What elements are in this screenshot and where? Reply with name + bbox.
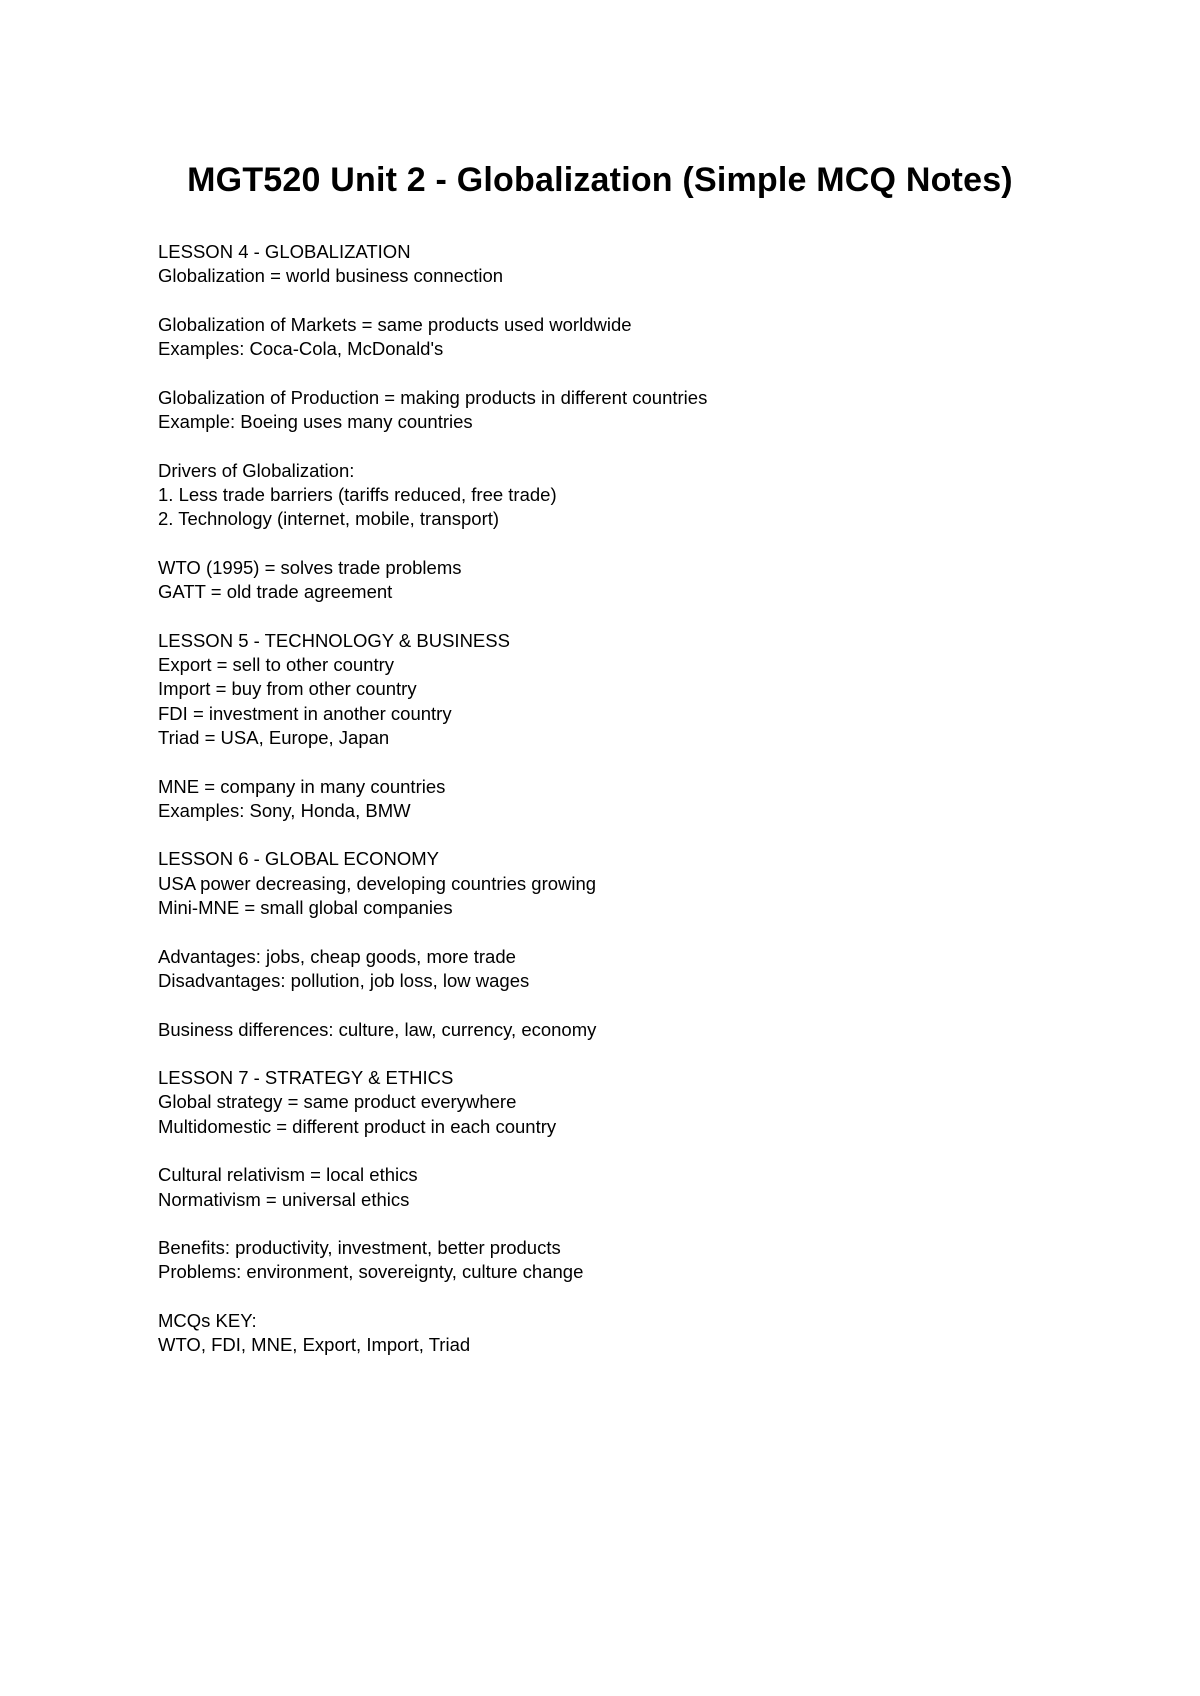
text-line: Normativism = universal ethics	[158, 1188, 410, 1210]
mcq-key-heading: MCQs KEY:	[158, 1310, 257, 1332]
advantages-block	[158, 945, 1058, 994]
text-line: Business differences: culture, law, currency, economy	[158, 1018, 597, 1040]
lesson-5-block	[158, 629, 1058, 750]
text-line: Benefits: productivity, investment, better products	[158, 1237, 561, 1259]
lesson-7-block	[158, 1066, 1058, 1139]
text-line: Globalization of Markets = same products used worldwide	[158, 313, 632, 335]
lesson-7-heading: LESSON 7 - STRATEGY & ETHICS	[158, 1067, 454, 1089]
text-line: Multidomestic = different product in each country	[158, 1115, 557, 1137]
text-line: WTO, FDI, MNE, Export, Import, Triad	[158, 1334, 471, 1356]
text-line: Disadvantages: pollution, job loss, low wages	[158, 969, 530, 991]
mne-block	[158, 775, 1058, 824]
globalization-production-block	[158, 386, 1058, 435]
text-line: Global strategy = same product everywhere	[158, 1091, 517, 1113]
mcq-key-block	[158, 1309, 1058, 1358]
lesson-5-heading: LESSON 5 - TECHNOLOGY & BUSINESS	[158, 629, 510, 651]
benefits-problems-block	[158, 1236, 1058, 1285]
lesson-6-heading: LESSON 6 - GLOBAL ECONOMY	[158, 848, 440, 870]
text-line: GATT = old trade agreement	[158, 581, 393, 603]
text-line: Drivers of Globalization:	[158, 459, 355, 481]
text-line: Problems: environment, sovereignty, culture change	[158, 1261, 584, 1283]
list-item: 1. Less trade barriers (tariffs reduced, free trade)	[158, 483, 557, 505]
drivers-block	[158, 459, 1058, 532]
text-line: MNE = company in many countries	[158, 775, 446, 797]
lesson-4-header-block	[158, 240, 1058, 289]
text-line: Examples: Coca-Cola, McDonald's	[158, 338, 444, 360]
document-body	[158, 240, 1058, 1382]
text-line: Export = sell to other country	[158, 654, 394, 676]
text-line: Import = buy from other country	[158, 678, 417, 700]
text-line: Advantages: jobs, cheap goods, more trade	[158, 945, 516, 967]
list-item: 2. Technology (internet, mobile, transport)	[158, 508, 500, 530]
text-line: Cultural relativism = local ethics	[158, 1164, 418, 1186]
text-line: Mini-MNE = small global companies	[158, 897, 453, 919]
document-title: MGT520 Unit 2 - Globalization (Simple MCQ Notes)	[187, 161, 1013, 199]
globalization-markets-block	[158, 313, 1058, 362]
wto-gatt-block	[158, 556, 1058, 605]
text-line: Example: Boeing uses many countries	[158, 411, 473, 433]
text-line: Globalization of Production = making products in different countries	[158, 386, 708, 408]
text-line: FDI = investment in another country	[158, 702, 452, 724]
text-line: Triad = USA, Europe, Japan	[158, 726, 390, 748]
ethics-block	[158, 1163, 1058, 1212]
lesson-4-heading: LESSON 4 - GLOBALIZATION	[158, 241, 411, 262]
text-line: USA power decreasing, developing countries growing	[158, 872, 597, 894]
lesson-6-block	[158, 847, 1058, 920]
text-line: Examples: Sony, Honda, BMW	[158, 799, 411, 821]
text-line: WTO (1995) = solves trade problems	[158, 556, 462, 578]
business-differences-block	[158, 1018, 1058, 1042]
text-line: Globalization = world business connection	[158, 265, 504, 287]
